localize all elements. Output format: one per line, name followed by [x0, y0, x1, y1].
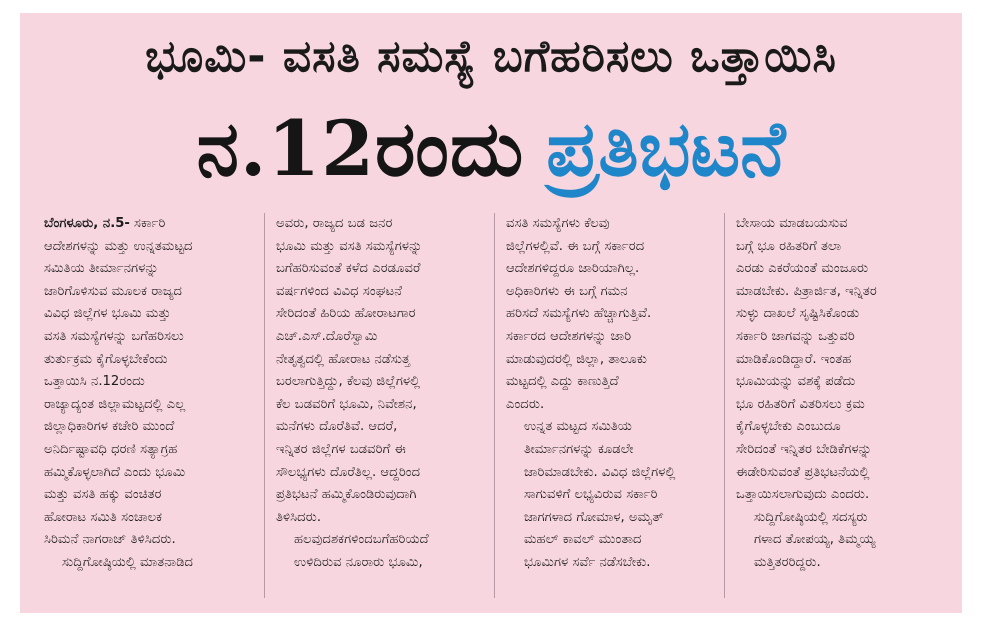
article-line: ವಸತಿ ಸಮಸ್ಯೆಗಳನ್ನು ಬಗೆಹರಿಸಲು: [44, 328, 184, 344]
article-line: ಸೇರಿದಂತೆ ಹಿರಿಯ ಹೋರಾಟಗಾರ: [276, 306, 416, 322]
article-column-4: [736, 213, 946, 603]
article-line: ಅಧಿಕಾರಿಗಳು ಈ ಬಗ್ಗೆ ಗಮನ: [506, 283, 628, 299]
article-column-1: [44, 213, 254, 603]
article-line: ಅವರು, ರಾಜ್ಯದ ಬಡ ಜನರ: [276, 216, 393, 231]
article-line: ನೇತೃತ್ವದಲ್ಲಿ ಹೋರಾಟ ನಡೆಸುತ್ತ: [276, 351, 411, 367]
article-paragraph: [276, 213, 486, 529]
article-body: [44, 213, 954, 603]
article-line: ಹಮ್ಮಿಕೊಳ್ಳಲಾಗಿದೆ ಎಂದು ಭೂಮಿ: [44, 464, 186, 480]
article-line: ಬರಲಾಗುತ್ತಿದ್ದು, ಕೆಲವು ಜಿಲ್ಲೆಗಳಲ್ಲಿ: [276, 374, 421, 390]
article-text: ಸರ್ಕಾರಿ: [129, 216, 166, 231]
article-column-2: [276, 213, 486, 603]
article-line: ಆದೇಶಗಳಿದ್ದರೂ ಜಾರಿಯಾಗಿಲ್ಲ.: [506, 261, 640, 277]
article-line: ಹರಿಸದೆ ಸಮಸ್ಯೆಗಳು ಹೆಚ್ಚಾಗುತ್ತಿವೆ.: [506, 306, 652, 322]
article-column-3: [506, 213, 716, 603]
headline-line-2: [20, 99, 962, 220]
article-paragraph: [44, 552, 254, 575]
article-line: ಒತ್ತಾಯಿಸಿ ನ.12ರಂದು: [44, 374, 145, 390]
article-line: ಆದೇಶಗಳನ್ನು ಮತ್ತು ಉನ್ನತಮಟ್ಟದ: [44, 238, 193, 254]
article-line: ಒತ್ತಾಯಿಸಲಾಗುವುದು ಎಂದರು.: [736, 487, 870, 503]
article-line: ಬಗ್ಗೆ ಭೂ ರಹಿತರಿಗೆ ತಲಾ: [736, 238, 842, 254]
article-line: ಮನೆಗಳು ದೊರೆತಿವೆ. ಆದರೆ,: [276, 419, 398, 435]
dateline: ಬೆಂಗಳೂರು, ನ.5-: [44, 216, 130, 231]
article-line: ಈಡೇರಿಸುವಂತೆ ಪ್ರತಿಭಟನೆಯಲ್ಲಿ: [736, 464, 870, 480]
article-line: ಬಗೆಹರಿಸುವಂತೆ ಕಳೆದ ಎರಡೂವರೆ: [276, 261, 421, 277]
article-line: ಮತ್ತಿತರರಿದ್ದರು.: [754, 554, 821, 570]
newspaper-clipping: [20, 13, 962, 613]
article-paragraph: [44, 213, 254, 552]
article-line: ರಾಜ್ಯಾದ್ಯಂತ ಜಿಲ್ಲಾಮಟ್ಟದಲ್ಲಿ ಎಲ್ಲ: [44, 396, 186, 412]
article-line: ಬೇಸಾಯ ಮಾಡಬಯಸುವ: [736, 216, 848, 231]
article-line: ಕೈಗೊಳ್ಳಬೇಕು ಎಂಬುದೂ: [736, 419, 841, 435]
article-line: ಭೂಮಿಯನ್ನು ವಶಕ್ಕೆ ಪಡೆದು: [736, 374, 856, 390]
article-line: ಮಾಡಬೇಕು. ಪಿತ್ರಾರ್ಜಿತ, ಇನ್ನಿತರ: [736, 283, 877, 299]
article-line: ಸರ್ಕಾರದ ಆದೇಶಗಳನ್ನು ಜಾರಿ: [506, 328, 632, 344]
article-line: ಎಚ್.ಎಸ್.ದೊರೆಸ್ವಾಮಿ: [276, 328, 378, 344]
article-paragraph: [736, 507, 946, 575]
article-line: ಪ್ರತಿಭಟನೆ ಹಮ್ಮಿಕೊಂಡಿರುವುದಾಗಿ: [276, 487, 417, 503]
article-line: ವಸತಿ ಸಮಸ್ಯೆಗಳು ಕೆಲವು: [506, 216, 610, 231]
article-line: ಸಮಿತಿಯ ತೀರ್ಮಾನಗಳನ್ನು: [44, 261, 159, 277]
article-line: ಹಲವುದಶಕಗಳಿಂದಬಗೆಹರಿಯದೆ: [294, 532, 429, 548]
article-paragraph: [506, 416, 716, 574]
headline-date: ನ.12ರಂದು: [196, 104, 525, 193]
article-line: ಸುದ್ದಿಗೋಷ್ಠಿಯಲ್ಲಿ ಸದಸ್ಯರು: [754, 509, 868, 525]
article-line: ಜಿಲ್ಲಾಧಿಕಾರಿಗಳ ಕಚೇರಿ ಮುಂದೆ: [44, 419, 175, 435]
article-line: ಜಾರಿಗೊಳಿಸುವ ಮೂಲಕ ರಾಜ್ಯದ: [44, 283, 183, 299]
article-line: ಸಿರಿಮನೆ ನಾಗರಾಜ್ ತಿಳಿಸಿದರು.: [44, 532, 176, 548]
article-line: ಭೂಮಿಗಳ ಸರ್ವೆ ನಡೆಸಬೇಕು.: [524, 554, 651, 570]
article-line: ಸುಳ್ಳು ದಾಖಲೆ ಸೃಷ್ಟಿಸಿಕೊಂಡು: [736, 306, 860, 322]
headline-protest: ಪ್ರತಿಭಟನೆ: [546, 104, 786, 193]
article-line: ಹೋರಾಟ ಸಮಿತಿ ಸಂಚಾಲಕ: [44, 509, 163, 525]
article-line: ಮತ್ತು ವಸತಿ ಹಕ್ಕು ವಂಚಿತರ: [44, 487, 162, 503]
article-paragraph: [506, 213, 716, 416]
article-line: ಮಾಡಿಕೊಂಡಿದ್ದಾರೆ. ಇಂತಹ: [736, 351, 852, 367]
article-line: ಸಾಗುವಳಿಗೆ ಲಭ್ಯವಿರುವ ಸರ್ಕಾರಿ: [524, 487, 658, 503]
article-line: ಭೂ ರಹಿತರಿಗೆ ವಿತರಿಸಲು ಕ್ರಮ: [736, 396, 865, 412]
article-line: ಸೌಲಭ್ಯಗಳು ದೊರೆತಿಲ್ಲ. ಆದ್ದರಿಂದ: [276, 464, 421, 480]
article-line: ಮಹಲ್ ಕಾವಲ್ ಮುಂತಾದ: [524, 532, 642, 548]
headline-line-1: ಭೂಮಿ- ವಸತಿ ಸಮಸ್ಯೆ ಬಗೆಹರಿಸಲು ಒತ್ತಾಯಿಸಿ: [145, 31, 837, 82]
article-line: ಸೇರಿದಂತೆ ಇನ್ನಿತರ ಬೇಡಿಕೆಗಳನ್ನು: [736, 441, 872, 457]
article-line: ತುರ್ತುಕ್ರಮ ಕೈಗೊಳ್ಳಬೇಕೆಂದು: [44, 351, 168, 367]
article-paragraph: [736, 213, 946, 507]
article-line: ವರ್ಷಗಳಿಂದ ವಿವಿಧ ಸಂಘಟನೆ: [276, 283, 403, 299]
article-line: ಭೂಮಿ ಮತ್ತು ವಸತಿ ಸಮಸ್ಯೆಗಳನ್ನು: [276, 238, 423, 254]
article-line: ಮಾಡುವುದರಲ್ಲಿ ಜಿಲ್ಲಾ, ತಾಲೂಕು: [506, 351, 647, 367]
article-line: ಅನಿರ್ದಿಷ್ಟಾವಧಿ ಧರಣಿ ಸತ್ಯಾಗ್ರಹ: [44, 441, 178, 457]
article-line: ಸರ್ಕಾರಿ ಜಾಗವನ್ನು ಒತ್ತುವರಿ: [736, 328, 855, 344]
article-line: ಮಟ್ಟದಲ್ಲಿ ಎದ್ದು ಕಾಣುತ್ತಿದೆ: [506, 374, 619, 390]
article-line: ಎಂದರು.: [506, 396, 545, 412]
article-line: ಉಳಿದಿರುವ ನೂರಾರು ಭೂಮಿ,: [294, 554, 423, 570]
article-paragraph: [276, 529, 486, 574]
article-line: [44, 213, 254, 236]
article-line: ಸುದ್ದಿಗೋಷ್ಠಿಯಲ್ಲಿ ಮಾತನಾಡಿದ: [62, 554, 194, 570]
article-line: ಜಿಲ್ಲೆಗಳಲ್ಲಿವೆ. ಈ ಬಗ್ಗೆ ಸರ್ಕಾರದ: [506, 238, 645, 254]
article-line: ತೀರ್ಮಾನಗಳನ್ನು ಕೂಡಲೇ: [524, 441, 634, 457]
article-line: ಇನ್ನಿತರ ಜಿಲ್ಲೆಗಳ ಬಡವರಿಗೆ ಈ: [276, 441, 406, 457]
article-line: ಉನ್ನತ ಮಟ್ಟದ ಸಮಿತಿಯ: [524, 419, 633, 435]
article-line: ಎರಡು ಎಕರೆಯಂತೆ ಮಂಜೂರು: [736, 261, 869, 277]
article-line: ಕೆಲ ಬಡವರಿಗೆ ಭೂಮಿ, ನಿವೇಶನ,: [276, 396, 417, 412]
article-line: ವಿವಿಧ ಜಿಲ್ಲೆಗಳ ಭೂಮಿ ಮತ್ತು: [44, 306, 171, 322]
article-line: ಜಾಗಗಳಾದ ಗೋಮಾಳ, ಅಮೃತ್: [524, 509, 664, 525]
article-line: ಜಾರಿಮಾಡಬೇಕು. ವಿವಿಧ ಜಿಲ್ಲೆಗಳಲ್ಲಿ: [524, 464, 676, 480]
article-line: ಗಳಾದ ತೋಪಯ್ಯ, ತಿಮ್ಮಯ್ಯ: [754, 532, 876, 548]
article-line: ತಿಳಿಸಿದರು.: [276, 509, 322, 525]
